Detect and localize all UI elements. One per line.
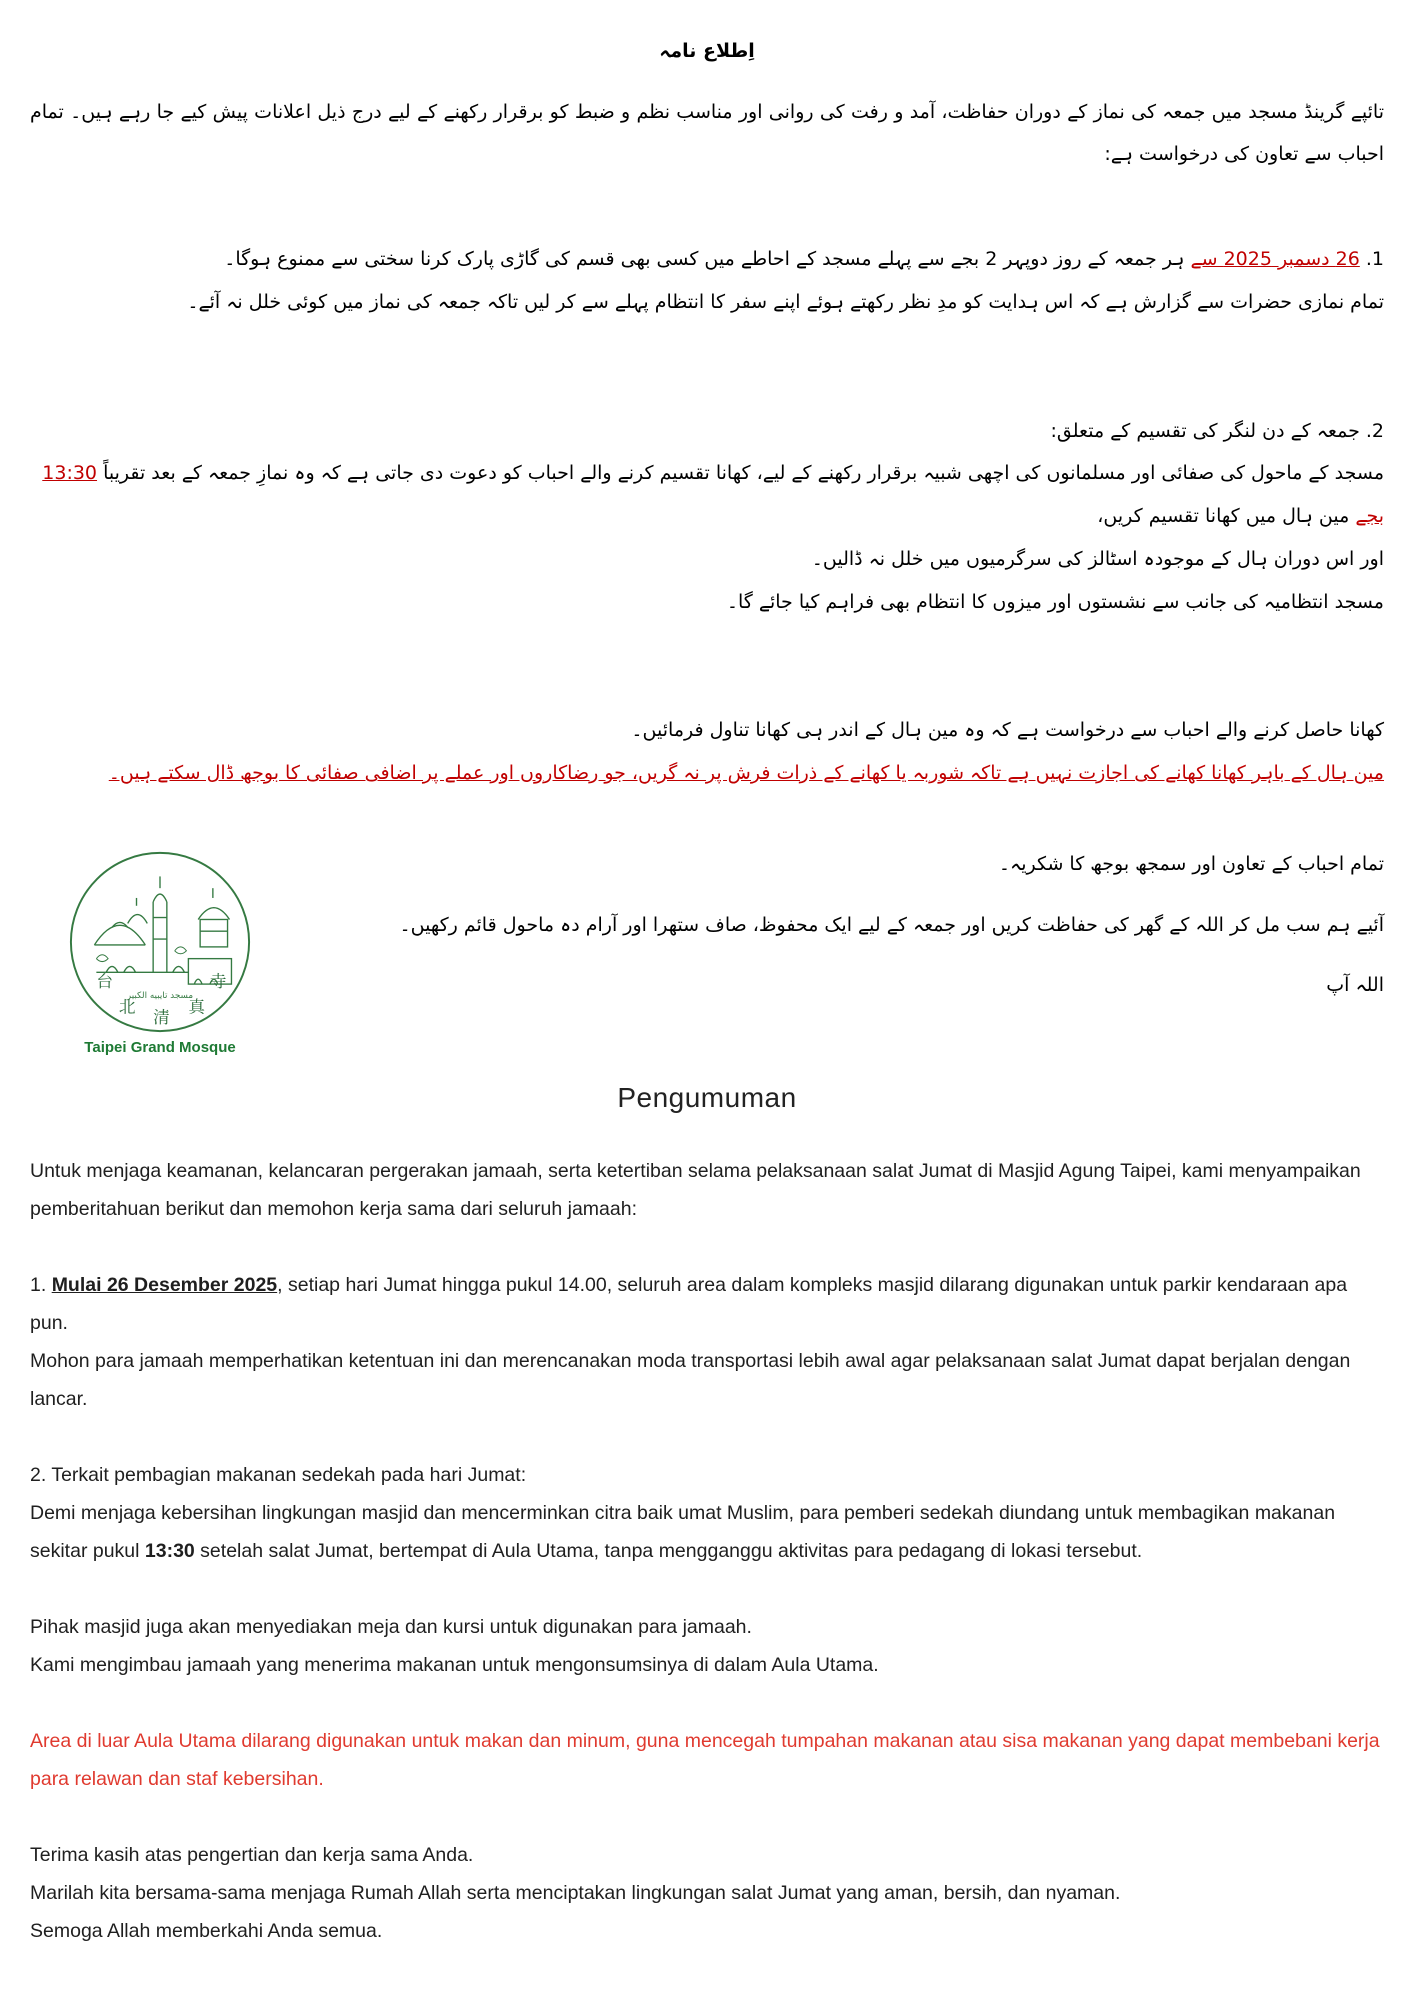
logo-chinese-char-zhen: 真 [188,997,206,1017]
logo-arabic-label: مسجد تايبيه الكبير [126,990,194,1001]
indo-item-1-number: 1. [30,1273,52,1296]
urdu-item-2-text-post: مین ہال میں کھانا تقسیم کریں، [1097,505,1356,528]
spacer [30,1684,1384,1722]
urdu-item-2-line-4: کھانا حاصل کرنے والے احباب سے درخواست ہے کہ وہ مین ہال کے اندر ہی کھانا تناول فرمائیں۔ [631,719,1384,742]
spacer [30,1570,1384,1608]
logo-chinese-char-bei: 北 [118,997,136,1017]
urdu-signoff: اللہ آپ [1326,974,1384,997]
urdu-intro-paragraph: تائپے گرینڈ مسجد میں جمعہ کی نماز کے دوران حفاظت، آمد و رفت کی روانی اور مناسب نظم و ضبط کو برقرار رکھنے کے لیے درج ذیل اعلانات پیش کیے جا رہے ہیں۔ تمام احباب سے تعاون کی درخواست ہے: [30,100,1384,166]
logo-chinese-char-qing: 清 [153,1008,170,1028]
indo-item-2-paragraph [30,1494,1384,1570]
mosque-logo-caption: Taipei Grand Mosque [84,1038,236,1056]
urdu-title: اِطلاع نامہ [659,40,755,62]
urdu-thanks-line: تمام احباب کے تعاون اور سمجھ بوجھ کا شکریہ۔ [998,852,1384,875]
urdu-item-2-line-1 [30,452,1384,538]
indo-intro-paragraph: Untuk menjaga keamanan, kelancaran pergerakan jamaah, serta ketertiban selama pelaksanaan salat Jumat di Masjid Agung Taipei, kami menyampaikan pemberitahuan berikut dan memohon kerja sama dari seluruh jamaah: [30,1159,1361,1220]
spacer [30,1228,1384,1266]
indo-item-1-text: , setiap hari Jumat hingga pukul 14.00, seluruh area dalam kompleks masjid dilarang digunakan untuk parkir kendaraan apa pun. [30,1273,1348,1334]
logo-chinese-char-si: 寺 [209,971,227,991]
urdu-item-1-number: 1. [1359,248,1384,271]
indo-item-2-text-pre: Demi menjaga kebersihan lingkungan masjid dan mencerminkan citra baik umat Muslim, para pemberi sedekah diundang untuk membagikan makanan sekitar pukul [30,1501,1336,1562]
indo-item-2-text-post: setelah salat Jumat, bertempat di Aula Utama, tanpa mengganggu aktivitas para pedagang di lokasi tersebut. [194,1539,1143,1562]
indo-item-1 [30,1266,1384,1342]
indo-item-2-heading: 2. Terkait pembagian makanan sedekah pada hari Jumat: [30,1463,527,1486]
urdu-item-2-line-3: مسجد انتظامیہ کی جانب سے نشستوں اور میزوں کا انتظام بھی فراہم کیا جائے گا۔ [726,590,1384,613]
indonesian-section [30,1152,1384,1950]
urdu-closing-row [30,843,1384,1056]
indo-closing-line-2: Semoga Allah memberkahi Anda semua. [30,1920,383,1943]
indo-red-warning-paragraph: Area di luar Aula Utama dilarang digunakan untuk makan dan minum, guna mencegah tumpahan makanan atau sisa makanan yang dapat membebani kerja para relawan dan staf kebersihan. [30,1730,1380,1791]
indo-eat-inside-line: Kami mengimbau jamaah yang menerima makanan untuk mengonsumsinya di dalam Aula Utama. [30,1654,879,1676]
urdu-item-1-note: تمام نمازی حضرات سے گزارش ہے کہ اس ہدایت کو مدِ نظر رکھتے ہوئے اپنے سفر کا انتظام پہلے سے کر لیں تاکہ جمعہ کی نماز میں کوئی خلل نہ آئے۔ [187,290,1384,313]
urdu-item-2-heading: 2. جمعہ کے دن لنگر کی تقسیم کے متعلق: [1050,419,1384,442]
urdu-section [30,38,1384,1056]
indonesian-title: Pengumuman [617,1081,797,1113]
indo-tables-line: Pihak masjid juga akan menyediakan meja dan kursi untuk digunakan para jamaah. [30,1615,752,1638]
mosque-logo-block [30,843,290,1056]
indo-item-2-time-highlight: 13:30 [144,1539,195,1562]
taipei-grand-mosque-logo-icon [67,849,253,1035]
urdu-item-2-line-2: اور اس دوران ہال کے موجودہ اسٹالز کی سرگرمیوں میں خلل نہ ڈالیں۔ [811,547,1384,570]
spacer [30,1418,1384,1456]
indo-item-1-note: Mohon para jamaah memperhatikan ketentuan ini dan merencanakan moda transportasi lebih awal agar pelaksanaan salat Jumat dapat berjalan dengan lancar. [30,1349,1351,1410]
urdu-item-1 [30,238,1384,281]
urdu-closing-text [290,843,1384,1007]
logo-chinese-char-tai: 台 [96,971,113,991]
urdu-item-2-text-pre: مسجد کے ماحول کی صفائی اور مسلمانوں کی اچھی شبیہ برقرار رکھنے کے لیے، کھانا تقسیم کرنے والے احباب کو دعوت دی جاتی ہے کہ وہ نمازِ جمعہ کے بعد تقریباً [97,462,1384,485]
urdu-red-warning-line: مین ہال کے باہر کھانا کھانے کی اجازت نہیں ہے تاکہ شوربہ یا کھانے کے ذرات فرش پر نہ گریں، جو رضاکاروں اور عملے پر اضافی صفائی کا بوجھ ڈال سکتے ہیں۔ [108,762,1384,785]
indo-item-1-date-highlight: Mulai 26 Desember 2025 [51,1273,278,1296]
spacer [30,1798,1384,1836]
indo-thanks-line: Terima kasih atas pengertian dan kerja sama Anda. [30,1844,474,1867]
urdu-item-1-text: ہر جمعہ کے روز دوپہر 2 بجے سے پہلے مسجد کے احاطے میں کسی بھی قسم کی گاڑی پارک کرنا سختی سے ممنوع ہوگا۔ [224,248,1191,271]
urdu-closing-line: آئیے ہم سب مل کر اللہ کے گھر کی حفاظت کریں اور جمعہ کے لیے ایک محفوظ، صاف ستھرا اور آرام دہ ماحول قائم رکھیں۔ [399,913,1384,936]
indo-closing-line-1: Marilah kita bersama-sama menjaga Rumah Allah serta menciptakan lingkungan salat Jumat yang aman, bersih, dan nyaman. [30,1882,1121,1905]
urdu-item-2-time-highlight: 13:30 بجے [42,462,1384,528]
urdu-item-1-date-highlight: 26 دسمبر 2025 سے [1190,248,1360,271]
